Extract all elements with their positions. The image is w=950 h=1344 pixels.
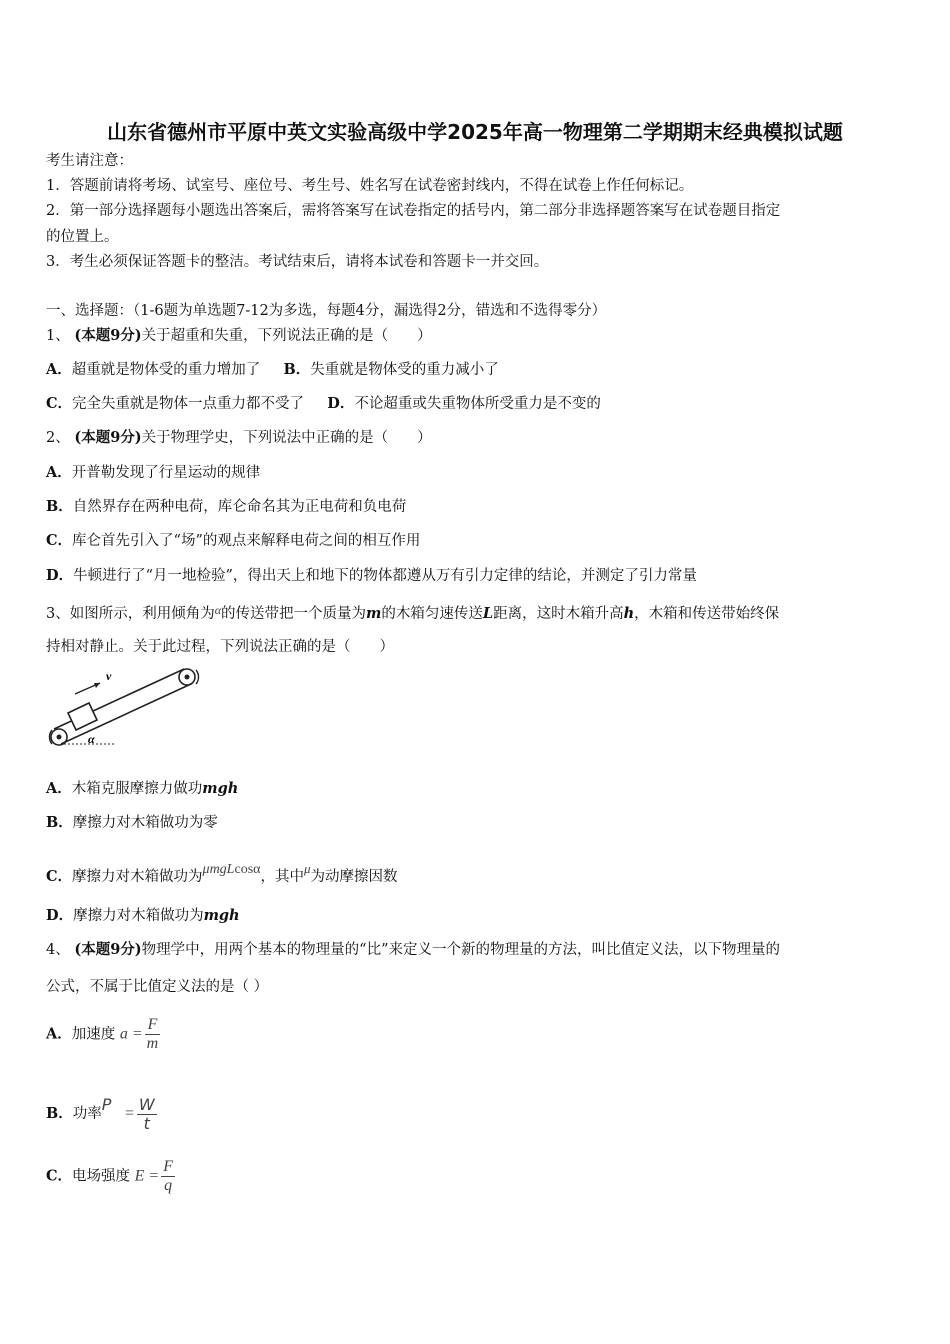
question-text: 距离，这时木箱升高 (493, 606, 624, 622)
question-text: 的木箱匀速传送 (381, 606, 483, 622)
question-stem: 关于超重和失重，下列说法正确的是（ ） (141, 328, 432, 344)
option-text: ，其中 (260, 869, 304, 885)
formula-fraction (145, 1016, 161, 1053)
option-label: A． (46, 780, 72, 797)
question-tag: (本题9分) (74, 327, 142, 344)
wooden-box (68, 703, 97, 730)
option-label: A． (46, 464, 72, 481)
formula-fraction (137, 1096, 157, 1133)
option-text: 开普勒发现了行星运动的规律 (71, 465, 261, 481)
q3-option-d (46, 906, 240, 926)
q2-option-b (46, 497, 406, 517)
question-stem: 关于物理学史，下列说法中正确的是（ ） (141, 430, 432, 446)
option-label: C． (46, 395, 73, 412)
option-text: 库仑首先引入了“场”的观点来解释电荷之间的相互作用 (72, 533, 421, 549)
q1-options-cd (46, 394, 601, 414)
option-label: C． (46, 868, 73, 885)
option-text: 加速度 (71, 1026, 116, 1043)
option-text: 电场强度 (72, 1168, 131, 1185)
question-1 (46, 326, 432, 346)
q4-option-b (46, 1094, 157, 1133)
option-text: 木箱克服摩擦力做功 (71, 781, 203, 797)
option-label: D． (327, 395, 355, 412)
question-stem: 物理学中，用两个基本的物理量的“比”来定义一个新的物理量的方法，叫比值定义法，以下物理量的 (141, 942, 780, 958)
notice-item: 3．考生必须保证答题卡的整洁。考试结束后，请将本试卷和答题卡一并交回。 (46, 254, 549, 270)
question-text: ，木箱和传送带始终保 (634, 606, 780, 622)
option-text: 摩擦力对木箱做功为零 (72, 815, 218, 831)
question-2 (46, 428, 432, 448)
option-label: A． (46, 1025, 72, 1043)
question-number: 1、 (46, 328, 70, 344)
page-title: 山东省德州市平原中英文实验高级中学2025年高一物理第二学期期末经典模拟试题 (107, 120, 843, 144)
symbol-m: m (366, 605, 382, 622)
q2-option-c (46, 531, 420, 551)
formula-fraction (161, 1158, 175, 1195)
option-expression: μmgL (202, 862, 235, 877)
question-4-line2: 公式，不属于比值定义法的是（ ） (46, 979, 269, 995)
question-text: 3、如图所示，利用倾角为 (46, 606, 215, 622)
option-expression: mgh (202, 780, 239, 797)
numerator: F (163, 1158, 174, 1175)
option-text: 超重就是物体受的重力增加了 (71, 362, 261, 378)
option-label: C． (46, 532, 73, 549)
option-label: B． (283, 361, 311, 378)
symbol-mu: μ (303, 861, 311, 876)
option-label: B． (46, 814, 73, 831)
question-number: 4、 (46, 942, 70, 958)
denominator: m (146, 1035, 159, 1052)
right-pulley-axle (185, 675, 190, 680)
option-expression-cos: cosα (234, 862, 261, 877)
q4-option-c (46, 1158, 175, 1195)
question-tag: (本题9分) (74, 429, 142, 446)
notice-item: 1．答题前请将考场、试室号、座位号、考生号、姓名写在试卷密封线内，不得在试卷上作任何标记。 (46, 178, 694, 194)
symbol-alpha: α (214, 603, 222, 617)
option-text: 完全失重就是物体一点重力都不受了 (72, 396, 305, 412)
q2-option-d (46, 566, 697, 586)
option-text: 摩擦力对木箱做功为 (72, 869, 203, 885)
question-tag: (本题9分) (74, 941, 142, 958)
q4-option-a (46, 1016, 160, 1053)
option-text: 自然界存在两种电荷，库仑命名其为正电荷和负电荷 (72, 499, 407, 515)
left-pulley-axle (57, 735, 62, 740)
numerator: F (145, 1016, 161, 1035)
question-3 (46, 600, 779, 624)
q3-option-a (46, 779, 238, 799)
denominator: t (143, 1113, 150, 1133)
option-text: 不论超重或失重物体所受重力是不变的 (354, 396, 601, 412)
notice-heading: 考生请注意： (46, 153, 133, 169)
q3-option-c (46, 859, 398, 887)
formula-lhs: E = (134, 1167, 160, 1185)
option-text: 功率 (72, 1106, 102, 1122)
option-text: 为动摩擦因数 (310, 869, 398, 885)
q2-option-a (46, 463, 260, 483)
conveyor-belt (54, 669, 191, 744)
denominator: q (164, 1177, 173, 1194)
question-3-line2: 持相对静止。关于此过程，下列说法正确的是（ ） (46, 639, 394, 655)
formula-lhs: P (101, 1095, 112, 1114)
conveyor-diagram (44, 664, 208, 750)
option-text: 牛顿进行了“月一地检验”，得出天上和地下的物体都遵从万有引力定律的结论，并测定了引力常量 (73, 568, 697, 584)
option-label: D． (46, 567, 74, 584)
angle-label: α (88, 732, 95, 746)
formula-equals: = (124, 1105, 135, 1122)
question-text: 的传送带把一个质量为 (221, 606, 367, 622)
q1-options-ab (46, 360, 499, 380)
section-heading: 一、选择题：（1-6题为单选题7-12为多选，每题4分，漏选得2分，错选和不选得零分） (46, 303, 607, 319)
option-label: D． (46, 907, 74, 924)
symbol-L: L (482, 605, 494, 622)
option-label: A． (46, 361, 72, 378)
formula-lhs: a = (119, 1025, 143, 1043)
notice-item: 2．第一部分选择题每小题选出答案后，需将答案写在试卷指定的括号内，第二部分非选择题答案写在试卷题目指定 (46, 203, 781, 219)
question-number: 2、 (46, 430, 70, 446)
option-label: B． (46, 1105, 73, 1122)
q3-option-b (46, 813, 218, 833)
symbol-h: h (623, 605, 635, 622)
option-label: C． (46, 1167, 73, 1185)
velocity-label: v (106, 669, 112, 683)
rotation-arrow-right (196, 670, 199, 684)
option-text: 摩擦力对木箱做功为 (73, 908, 204, 924)
question-4 (46, 940, 780, 960)
option-label: B． (46, 498, 73, 515)
option-text: 失重就是物体受的重力减小了 (310, 362, 499, 378)
numerator: W (138, 1094, 155, 1114)
option-expression: mgh (203, 907, 240, 924)
notice-item: 的位置上。 (46, 229, 119, 245)
